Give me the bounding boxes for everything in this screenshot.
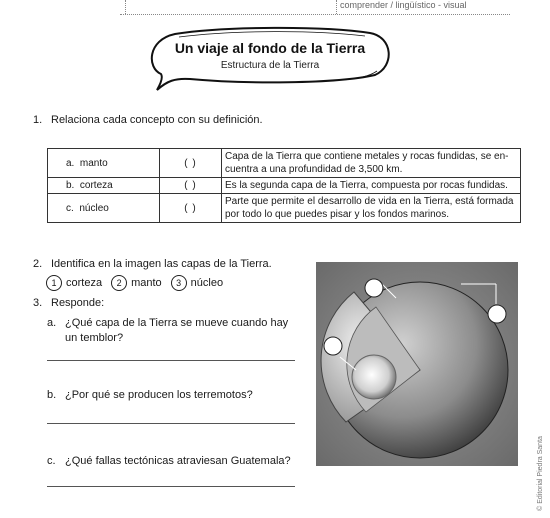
- answer-blank[interactable]: ( ): [160, 178, 222, 194]
- header-category: comprender / lingüístico - visual: [340, 0, 467, 10]
- title-bubble: [145, 26, 395, 92]
- table-row: [48, 149, 521, 178]
- question-3a: a. ¿Qué capa de la Tierra se mueve cuando hay un temblor?: [47, 317, 289, 344]
- definition-cell: Capa de la Tierra que contiene metales y rocas fundidas, se en-cuentra a una profundidad de 3,500 km.: [222, 149, 521, 178]
- label-circle-blank[interactable]: [365, 279, 383, 297]
- table-row: [48, 194, 521, 223]
- question-2: [33, 258, 272, 270]
- page-title: Un viaje al fondo de la Tierra: [174, 40, 366, 56]
- label-circle-blank[interactable]: [488, 305, 506, 323]
- question-text: Responde:: [51, 297, 105, 309]
- concept-cell: a. manto: [48, 149, 160, 178]
- legend-item: 1 corteza: [46, 275, 102, 291]
- earth-layers-image: [316, 262, 518, 466]
- number-circle: 3: [171, 275, 187, 291]
- publisher-credit: © Editorial Piedra Santa: [537, 436, 545, 511]
- answer-blank[interactable]: ( ): [160, 149, 222, 178]
- concept-cell: b. corteza: [48, 178, 160, 194]
- question-number: 2.: [33, 258, 43, 270]
- core-sphere: [352, 355, 396, 399]
- answer-line[interactable]: [47, 486, 295, 487]
- answer-line[interactable]: [47, 423, 295, 424]
- number-circle: 2: [111, 275, 127, 291]
- number-circle: 1: [46, 275, 62, 291]
- label-circle-blank[interactable]: [324, 337, 342, 355]
- page-subtitle: Estructura de la Tierra: [220, 60, 320, 71]
- answer-blank[interactable]: ( ): [160, 194, 222, 223]
- table-row: [48, 178, 521, 194]
- concept-cell: c. núcleo: [48, 194, 160, 223]
- matching-table: [47, 148, 521, 223]
- question-text: Relaciona cada concepto con su definición.: [51, 114, 263, 126]
- question-1: [33, 114, 263, 126]
- question-3: [33, 297, 104, 309]
- definition-cell: Parte que permite el desarrollo de vida en la Tierra, está formada por todo lo que puedes pisar y los fondos marinos.: [222, 194, 521, 223]
- speech-bubble-shape: [145, 26, 395, 92]
- layer-legend: [46, 275, 232, 291]
- definition-cell: Es la segunda capa de la Tierra, compuesta por rocas fundidas.: [222, 178, 521, 194]
- question-3c: c. ¿Qué fallas tectónicas atraviesan Guatemala?: [47, 455, 291, 467]
- header-dotted-line: [120, 14, 510, 15]
- answer-line[interactable]: [47, 360, 295, 361]
- question-text: Identifica en la imagen las capas de la Tierra.: [51, 258, 272, 270]
- header-divider: [125, 0, 126, 14]
- question-number: 1.: [33, 114, 43, 126]
- header-divider: [336, 0, 337, 14]
- legend-item: 3 núcleo: [171, 275, 223, 291]
- question-number: 3.: [33, 297, 43, 309]
- legend-item: 2 manto: [111, 275, 162, 291]
- question-3b: b. ¿Por qué se producen los terremotos?: [47, 389, 253, 401]
